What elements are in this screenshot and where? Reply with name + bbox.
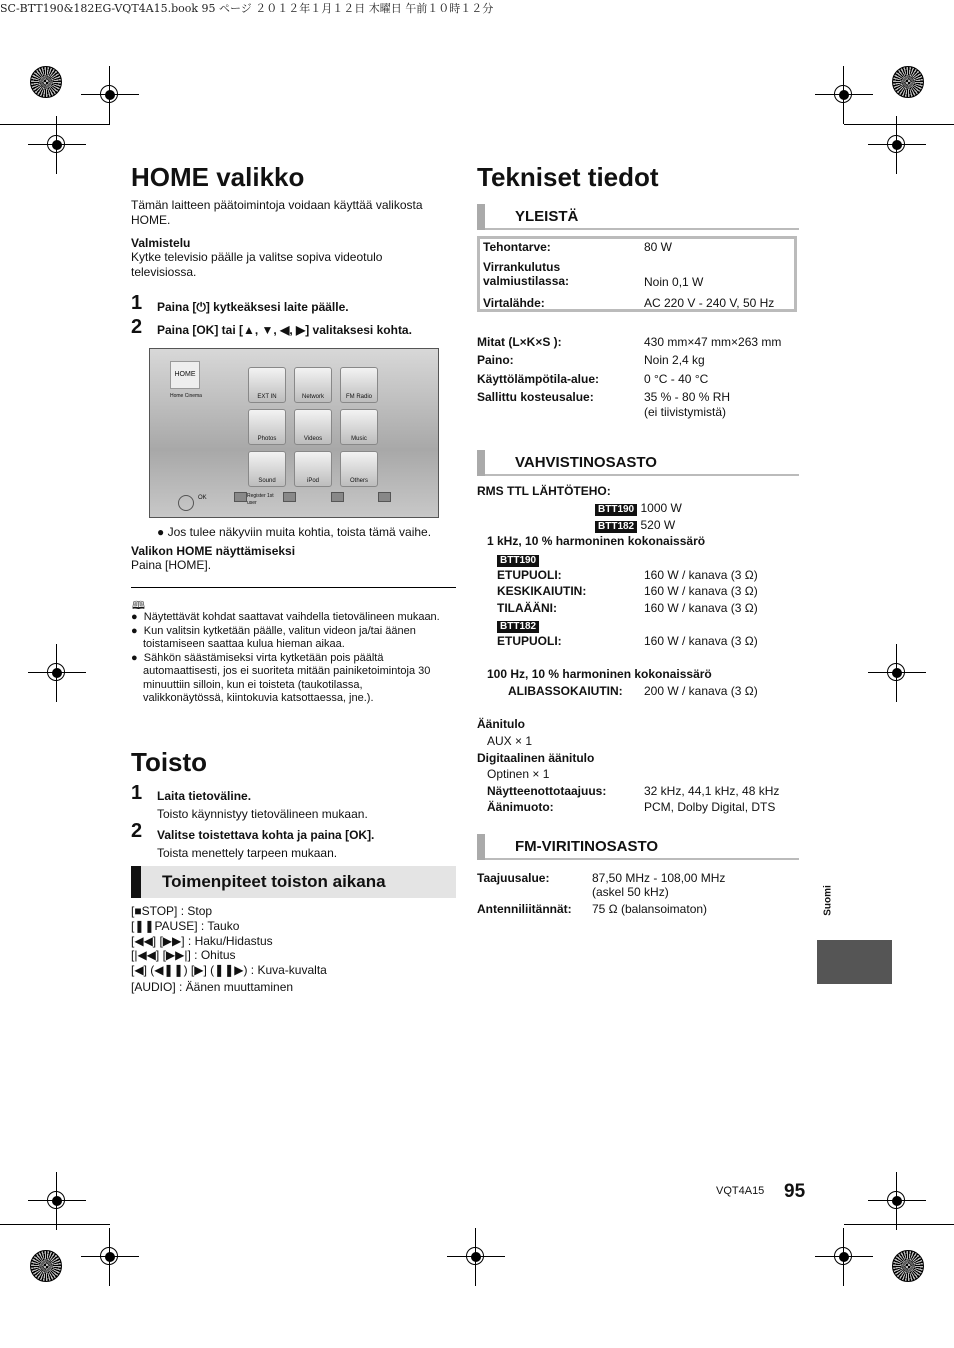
language-tab: Suomi (822, 885, 834, 916)
note-item: ● Näytettävät kohdat saattavat vaihdella tietovälineen mukaan. (131, 611, 440, 623)
spec-value: 80 W (644, 240, 673, 254)
step-number: 1 (131, 782, 143, 804)
step-number: 2 (131, 820, 143, 842)
spec-label: Tehontarve: (483, 240, 551, 254)
tech-title: Tekniset tiedot (477, 162, 659, 192)
rms-btt182 (595, 517, 675, 533)
videos-tile (294, 409, 332, 445)
tile-label: Network (301, 394, 324, 400)
bar-marker (477, 204, 485, 230)
spec-value: (ei tiivistymistä) (644, 405, 727, 419)
tile-label: Music (351, 436, 367, 442)
toisto-title: Toisto (131, 747, 208, 777)
spec-value: AUX × 1 (487, 734, 533, 748)
spec-label: Äänitulo (477, 717, 525, 731)
ops-item: [❚❚PAUSE] : Tauko (131, 918, 240, 933)
ops-item: [◀◀] [▶▶] : Haku/Hidastus (131, 933, 273, 948)
crop-line (844, 1224, 954, 1225)
crosshair-mark (463, 1244, 489, 1270)
crosshair-mark (831, 82, 857, 108)
home-subtitle: Home Cinema (170, 393, 202, 399)
prep-heading: Valmistelu (131, 236, 191, 250)
crosshair-mark (884, 132, 910, 158)
hz100-label: 100 Hz, 10 % harmoninen kokonaissärö (487, 667, 712, 681)
home-step-2: Paina [OK] tai [▲, ▼, ◀, ▶] valitaksesi kohta. (157, 323, 412, 337)
show-home-text: Paina [HOME]. (131, 558, 212, 572)
registration-star-top-right (892, 66, 924, 98)
ops-item: [◀] (◀❚❚) [▶] (❚❚▶) : Kuva-kuvalta (131, 963, 327, 978)
spec-label: TILAÄÄNI: (497, 601, 557, 615)
home-step-1: Paina [⏻] kytkeäksesi laite päälle. (157, 300, 349, 314)
bar-marker (477, 834, 485, 860)
spec-value: Noin 0,1 W (644, 275, 704, 289)
rms-label: RMS TTL LÄHTÖTEHO: (477, 484, 611, 498)
spec-value: PCM, Dolby Digital, DTS (644, 800, 776, 814)
ok-label: OK (198, 495, 207, 501)
prep-text: Kytke televisio päälle ja valitse sopiva videotulo televisiossa. (131, 250, 383, 279)
note-icon: 🕮 (132, 600, 145, 612)
home-tile (170, 361, 200, 389)
spec-label: ETUPUOLI: (497, 634, 562, 648)
register-label: Register 1st user (247, 493, 274, 506)
show-home-heading: Valikon HOME näyttämiseksi (131, 544, 296, 558)
spec-value: 0 °C - 40 °C (644, 372, 709, 386)
sound-tile (248, 451, 286, 487)
others-tile (340, 451, 378, 487)
ops-item: [|◀◀] [▶▶|] : Ohitus (131, 948, 236, 963)
khz-label: 1 kHz, 10 % harmoninen kokonaissärö (487, 534, 706, 548)
page-number: 95 (784, 1181, 806, 1202)
footer-code: VQT4A15 (716, 1185, 765, 1197)
ops-heading-bar (131, 866, 456, 898)
note-text: Sähkön säästämiseksi virta kytketään pois päältä automaattisesti, jos ei suoriteta mitään painiketoimintoja 30 minuuttiin silloin, kun ei toisteta (taukotilassa, valikkonäytössä, kiintokuvia katsottaessa, jne.). (143, 651, 431, 704)
model-badge: BTT190 (595, 504, 637, 516)
step-number: 2 (131, 316, 143, 338)
repeat-note-text: Jos tulee näkyviin muita kohtia, toista tämä vaihe. (167, 525, 432, 539)
toisto-step-2-sub: Toista menettely tarpeen mukaan. (157, 846, 338, 860)
crosshair-mark (44, 660, 70, 686)
model-badge: BTT182 (595, 521, 637, 533)
toisto-step-1-sub: Toisto käynnistyy tietovälineen mukaan. (157, 807, 368, 821)
ok-icon (178, 495, 194, 511)
model-badge: BTT190 (497, 555, 539, 567)
home-title: HOME valikko (131, 162, 305, 192)
spec-label: Käyttölämpötila-alue: (477, 372, 600, 386)
spec-value: 200 W / kanava (3 Ω) (644, 684, 758, 698)
amp-heading: VAHVISTINOSASTO (515, 454, 657, 471)
ops-item: [AUDIO] : Äänen muuttaminen (131, 979, 294, 994)
fm-heading: FM-VIRITINOSASTO (515, 838, 659, 855)
spec-value: 160 W / kanava (3 Ω) (644, 584, 758, 598)
ops-item: [■STOP] : Stop (131, 904, 213, 918)
toisto-step-2: Valitse toistettava kohta ja paina [OK]. (157, 828, 375, 842)
spec-value: 160 W / kanava (3 Ω) (644, 634, 758, 648)
step-number: 1 (131, 292, 143, 314)
crop-line (0, 124, 110, 125)
yleista-bar (477, 204, 799, 230)
crosshair-mark (831, 1244, 857, 1270)
home-menu-screenshot (149, 348, 439, 518)
spec-label: Digitaalinen äänitulo (477, 751, 595, 765)
notes-list (131, 611, 446, 706)
tile-label: Photos (257, 436, 277, 442)
home-tile-label: HOME (174, 371, 196, 378)
amp-bar (477, 450, 799, 476)
spec-value: 430 mm×47 mm×263 mm (644, 335, 782, 349)
spec-label: Virtalähde: (483, 296, 545, 310)
crosshair-mark (97, 1244, 123, 1270)
badge-btt182 (497, 617, 539, 633)
spec-label: Mitat (L×K×S ): (477, 335, 562, 349)
red-button-icon (234, 492, 247, 502)
tile-label: Videos (303, 436, 323, 442)
badge-btt190 (497, 551, 539, 567)
ops-list (131, 904, 327, 995)
crosshair-mark (44, 132, 70, 158)
blue-button-icon (378, 492, 391, 502)
model-badge: BTT182 (497, 621, 539, 633)
photos-tile (248, 409, 286, 445)
fm-radio-tile (340, 367, 378, 403)
registration-star-bottom-right (892, 1250, 924, 1282)
network-tile (294, 367, 332, 403)
toisto-step-1: Laita tietoväline. (157, 789, 252, 803)
spec-label: Taajuusalue: (477, 871, 550, 885)
spec-value: 160 W / kanava (3 Ω) (644, 601, 758, 615)
note-item: ● Kun valitsin kytketään päälle, valitun videon ja/tai äänen toistamiseen saattaa kulua hieman aikaa. (131, 624, 416, 650)
spec-label: ETUPUOLI: (497, 568, 562, 582)
spec-label: Antenniliitännät: (477, 902, 572, 916)
repeat-note: ● Jos tulee näkyviin muita kohtia, toista tämä vaihe. (157, 525, 432, 539)
file-header: SC-BTT190&182EG-VQT4A15.book 95 ページ ２０１２年１月１２日 木曜日 午前１０時１２分 (0, 2, 494, 15)
crosshair-mark (884, 660, 910, 686)
crop-line (0, 1224, 110, 1225)
spec-label: Äänimuoto: (487, 800, 554, 814)
language-tab-block (817, 940, 892, 984)
spec-label: Sallittu kosteusalue: (477, 390, 594, 404)
crosshair-mark (884, 1188, 910, 1214)
spec-value: 520 W (640, 518, 676, 532)
spec-value: 32 kHz, 44,1 kHz, 48 kHz (644, 784, 780, 798)
tile-label: EXT IN (257, 394, 277, 400)
spec-label: KESKIKAIUTIN: (497, 584, 587, 598)
tile-label: iPod (306, 478, 319, 484)
crop-line (844, 124, 954, 125)
spec-value: 1000 W (640, 501, 682, 515)
ops-heading: Toimenpiteet toiston aikana (162, 872, 386, 891)
registration-star-bottom-left (30, 1250, 62, 1282)
tile-label: FM Radio (345, 394, 372, 400)
tile-label: Others (349, 478, 368, 484)
spec-label: Virrankulutus valmiustilassa: (483, 260, 570, 288)
note-item: ● Sähkön säästämiseksi virta kytketään pois päältä automaattisesti, jos ei suoriteta mitään painiketoimintoja 30 minuuttiin silloin, kun ei toisteta (taukotilassa, valikkonäytössä, kiintokuvia katsottaessa, jne.). (131, 651, 431, 704)
spec-value: 75 Ω (balansoimaton) (592, 902, 708, 916)
spec-label: ALIBASSOKAIUTIN: (508, 684, 623, 698)
divider (131, 587, 456, 588)
spec-label: Paino: (477, 353, 514, 367)
ipod-tile (294, 451, 332, 487)
spec-value: 35 % - 80 % RH (644, 390, 731, 404)
note-text: Näytettävät kohdat saattavat vaihdella tietovälineen mukaan. (143, 611, 440, 623)
ops-heading-marker (131, 866, 141, 898)
spec-value: (askel 50 kHz) (592, 885, 669, 899)
spec-label: Näytteenottotaajuus: (487, 784, 607, 798)
crosshair-mark (97, 82, 123, 108)
spec-value: Optinen × 1 (487, 767, 550, 781)
tile-label: Sound (258, 478, 276, 484)
music-tile (340, 409, 378, 445)
spec-value: AC 220 V - 240 V, 50 Hz (644, 296, 775, 310)
crosshair-mark (44, 1188, 70, 1214)
ext-in-tile (248, 367, 286, 403)
home-intro: Tämän laitteen päätoimintoja voidaan käyttää valikosta HOME. (131, 198, 423, 227)
spec-value: 160 W / kanava (3 Ω) (644, 568, 758, 582)
spec-value: Noin 2,4 kg (644, 353, 705, 367)
yleista-heading: YLEISTÄ (515, 208, 579, 225)
fm-bar (477, 834, 799, 860)
bar-marker (477, 450, 485, 476)
green-button-icon (283, 492, 296, 502)
note-text: Kun valitsin kytketään päälle, valitun videon ja/tai äänen toistamiseen saattaa kulua hieman aikaa. (143, 624, 416, 650)
yellow-button-icon (331, 492, 344, 502)
registration-star-top-left (30, 66, 62, 98)
spec-value: 87,50 MHz - 108,00 MHz (592, 871, 726, 885)
rms-btt190 (595, 500, 682, 516)
